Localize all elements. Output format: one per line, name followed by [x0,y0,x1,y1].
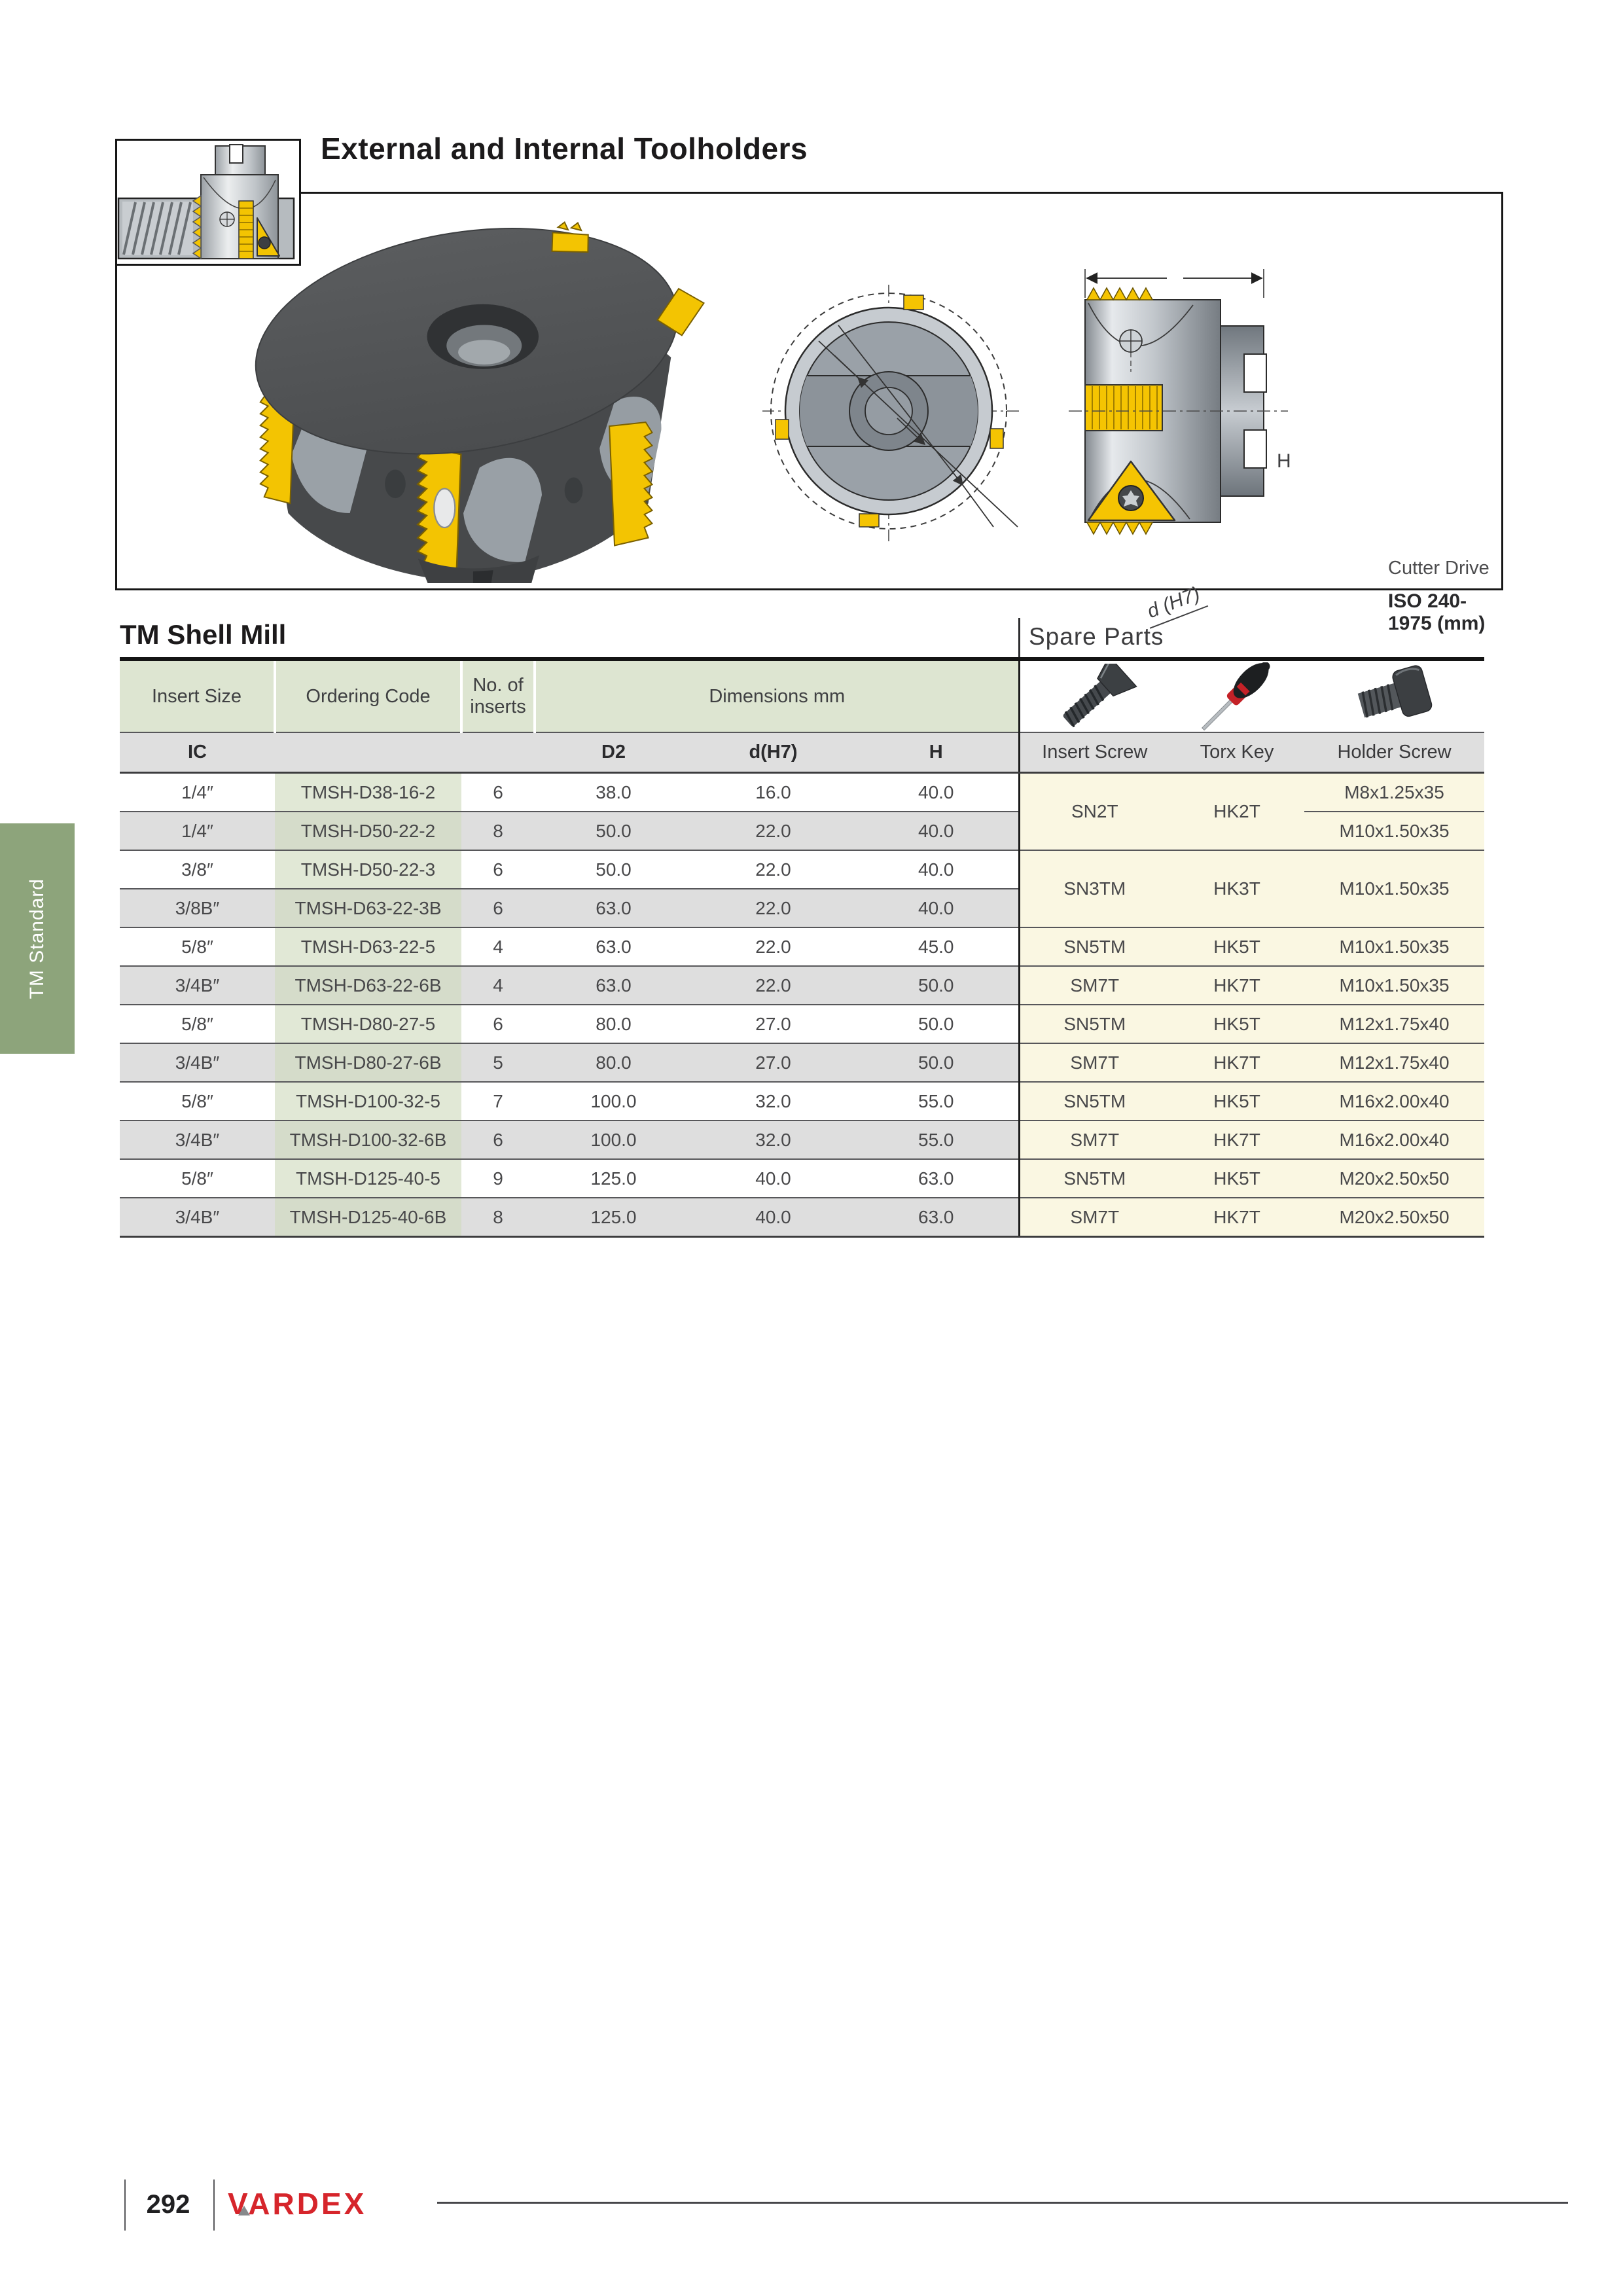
heading-divider-line [1018,618,1020,657]
insert-size-cell: 3/4B″ [120,1121,275,1159]
h-cell: 63.0 [854,1159,1019,1198]
holder-screw-cell: M16x2.00x40 [1304,1121,1484,1159]
subheader-blank [275,732,461,773]
holder-screw-cell: M20x2.50x50 [1304,1198,1484,1237]
yellow-insert [418,447,461,573]
h-cell: 50.0 [854,966,1019,1005]
ordering-code-cell: TMSH-D125-40-6B [275,1198,461,1237]
page-number: 292 [146,2190,190,2219]
torx-key-cell: HK2T [1169,773,1304,851]
d2-cell: 63.0 [535,966,692,1005]
d-h7-cell: 27.0 [692,1005,854,1043]
footer-divider-bar [213,2179,215,2231]
holder-screw-cell: M10x1.50x35 [1304,850,1484,927]
d-h7-cell: 22.0 [692,850,854,889]
h-cell: 40.0 [854,889,1019,927]
h-cell: 45.0 [854,927,1019,966]
sidebar-tab-tm-standard [0,823,75,1054]
insert-size-cell: 1/4″ [120,812,275,850]
inserts-count-cell: 4 [461,927,535,966]
col-header-dimensions: Dimensions mm [535,659,1019,732]
subheader-d-h7: d(H7) [692,732,854,773]
holder-screw-cell: M10x1.50x35 [1304,966,1484,1005]
ordering-code-cell: TMSH-D100-32-5 [275,1082,461,1121]
insert-screw-cell: SM7T [1019,1043,1169,1082]
insert-size-cell: 5/8″ [120,927,275,966]
d2-cell: 100.0 [535,1082,692,1121]
torx-key-cell: HK5T [1169,1005,1304,1043]
d2-cell: 38.0 [535,773,692,812]
h-cell: 50.0 [854,1043,1019,1082]
ordering-code-cell: TMSH-D63-22-5 [275,927,461,966]
d2-cell: 125.0 [535,1198,692,1237]
d-h7-cell: 32.0 [692,1082,854,1121]
col-header-insert-size: Insert Size [120,659,275,732]
d2-cell: 80.0 [535,1005,692,1043]
insert-screw-cell: SM7T [1019,1121,1169,1159]
insert-size-cell: 3/8B″ [120,889,275,927]
torx-key-cell: HK5T [1169,927,1304,966]
ordering-code-cell: TMSH-D80-27-6B [275,1043,461,1082]
footer-divider-bar [124,2179,126,2231]
d2-cell: 100.0 [535,1121,692,1159]
insert-screw-cell: SN5TM [1019,1005,1169,1043]
vardex-logo-text: VARDEX [228,2187,367,2221]
ordering-code-cell: TMSH-D125-40-5 [275,1159,461,1198]
d-h7-cell: 22.0 [692,889,854,927]
ordering-code-cell: TMSH-D63-22-3B [275,889,461,927]
table-header-row-2 [120,732,1484,773]
insert-screw-cell: SM7T [1019,1198,1169,1237]
torx-key-cell: HK7T [1169,966,1304,1005]
inserts-count-cell: 8 [461,1198,535,1237]
torx-key-cell: HK5T [1169,1082,1304,1121]
d-h7-cell: 32.0 [692,1121,854,1159]
vardex-logo-triangle-icon [238,2206,250,2215]
torx-key-cell: HK7T [1169,1198,1304,1237]
table-row [120,1043,1484,1082]
insert-screw-cell: SN2T [1019,773,1169,851]
inserts-count-cell: 6 [461,850,535,889]
application-thumbnail [115,139,301,266]
inserts-count-cell: 6 [461,1005,535,1043]
torx-key-cell: HK3T [1169,850,1304,927]
holder-screw-cell: M10x1.50x35 [1304,812,1484,850]
shell-mill-top-view [761,283,1023,545]
insert-screw-cell: SN5TM [1019,927,1169,966]
torx-key-icon [1169,662,1304,730]
h-dimension-label: H [1277,450,1291,472]
inserts-count-cell: 6 [461,1121,535,1159]
shell-mill-side-view [1069,264,1488,571]
d2-cell: 80.0 [535,1043,692,1082]
inserts-count-cell: 6 [461,773,535,812]
toolholder-diagram-panel [115,192,1503,634]
insert-screw-cell: SM7T [1019,966,1169,1005]
d2-cell: 125.0 [535,1159,692,1198]
ordering-code-cell: TMSH-D50-22-3 [275,850,461,889]
insert-screw-cell: SN5TM [1019,1159,1169,1198]
holder-screw-icon [1304,664,1484,729]
spare-parts-photo-strip [1019,659,1484,732]
insert-size-cell: 3/4B″ [120,966,275,1005]
tm-shell-mill-rows [120,773,1484,1237]
spare-parts-title: Spare Parts [1029,623,1164,650]
inserts-count-cell: 5 [461,1043,535,1082]
cutter-drive-standard-label: ISO 240-1975 (mm) [1388,590,1486,634]
holder-screw-cell: M12x1.75x40 [1304,1005,1484,1043]
subheader-d2: D2 [535,732,692,773]
holder-screw-cell: M10x1.50x35 [1304,927,1484,966]
holder-screw-cell: M8x1.25x35 [1304,773,1484,812]
inserts-count-cell: 8 [461,812,535,850]
ordering-code-cell: TMSH-D38-16-2 [275,773,461,812]
subheader-insert-screw: Insert Screw [1019,732,1169,773]
insert-size-cell: 5/8″ [120,1159,275,1198]
page-title: External and Internal Toolholders [321,132,808,166]
ordering-code-cell: TMSH-D80-27-5 [275,1005,461,1043]
subheader-h: H [854,732,1019,773]
holder-screw-cell: M16x2.00x40 [1304,1082,1484,1121]
table-row [120,1005,1484,1043]
d2-cell: 63.0 [535,927,692,966]
insert-screw-cell: SN5TM [1019,1082,1169,1121]
h-cell: 55.0 [854,1082,1019,1121]
yellow-insert [609,422,652,545]
insert-size-cell: 3/4B″ [120,1043,275,1082]
insert-size-cell: 1/4″ [120,773,275,812]
ordering-code-cell: TMSH-D50-22-2 [275,812,461,850]
d-h7-cell: 27.0 [692,1043,854,1082]
table-header-row-1 [120,659,1484,732]
subheader-holder-screw: Holder Screw [1304,732,1484,773]
subheader-ic: IC [120,732,275,773]
torx-key-cell: HK7T [1169,1043,1304,1082]
ordering-code-cell: TMSH-D100-32-6B [275,1121,461,1159]
table-row [120,966,1484,1005]
insert-size-cell: 5/8″ [120,1005,275,1043]
table-title: TM Shell Mill [120,619,287,650]
ordering-code-cell: TMSH-D63-22-6B [275,966,461,1005]
cutter-drive-label: Cutter Drive [1388,558,1489,579]
d-h7-cell: 22.0 [692,812,854,850]
col-header-ordering-code: Ordering Code [275,659,461,732]
h-cell: 40.0 [854,850,1019,889]
d2-cell: 63.0 [535,889,692,927]
insert-size-cell: 3/4B″ [120,1198,275,1237]
footer-rule-line [437,2202,1568,2204]
insert-size-cell: 5/8″ [120,1082,275,1121]
holder-screw-cell: M20x2.50x50 [1304,1159,1484,1198]
torx-key-cell: HK7T [1169,1121,1304,1159]
d-h7-cell: 40.0 [692,1159,854,1198]
h-cell: 63.0 [854,1198,1019,1237]
tm-shell-mill-table [120,657,1484,1238]
table-row [120,1121,1484,1159]
table-row [120,1198,1484,1237]
subheader-blank [461,732,535,773]
inserts-count-cell: 7 [461,1082,535,1121]
table-row [120,773,1484,812]
holder-screw-cell: M12x1.75x40 [1304,1043,1484,1082]
inserts-count-cell: 9 [461,1159,535,1198]
sidebar-tab-label: TM Standard [26,878,48,999]
table-row [120,850,1484,889]
d-h7-cell: 16.0 [692,773,854,812]
d-h7-dimension-label: d (H7) [1141,581,1209,628]
d-h7-cell: 22.0 [692,966,854,1005]
torx-key-cell: HK5T [1169,1159,1304,1198]
inserts-count-cell: 4 [461,966,535,1005]
table-row [120,927,1484,966]
table-row [120,1082,1484,1121]
h-cell: 40.0 [854,773,1019,812]
h-cell: 50.0 [854,1005,1019,1043]
h-cell: 40.0 [854,812,1019,850]
insert-size-cell: 3/8″ [120,850,275,889]
inserts-count-cell: 6 [461,889,535,927]
vardex-logo [228,2186,366,2221]
d2-cell: 50.0 [535,812,692,850]
d-h7-cell: 40.0 [692,1198,854,1237]
insert-screw-cell: SN3TM [1019,850,1169,927]
thread-milling-cross-section [117,141,295,260]
col-header-no-of-inserts: No. of inserts [461,659,535,732]
d-h7-cell: 22.0 [692,927,854,966]
insert-screw-icon [1020,664,1169,729]
h-cell: 55.0 [854,1121,1019,1159]
table-row [120,1159,1484,1198]
subheader-torx-key: Torx Key [1169,732,1304,773]
d2-cell: 50.0 [535,850,692,889]
